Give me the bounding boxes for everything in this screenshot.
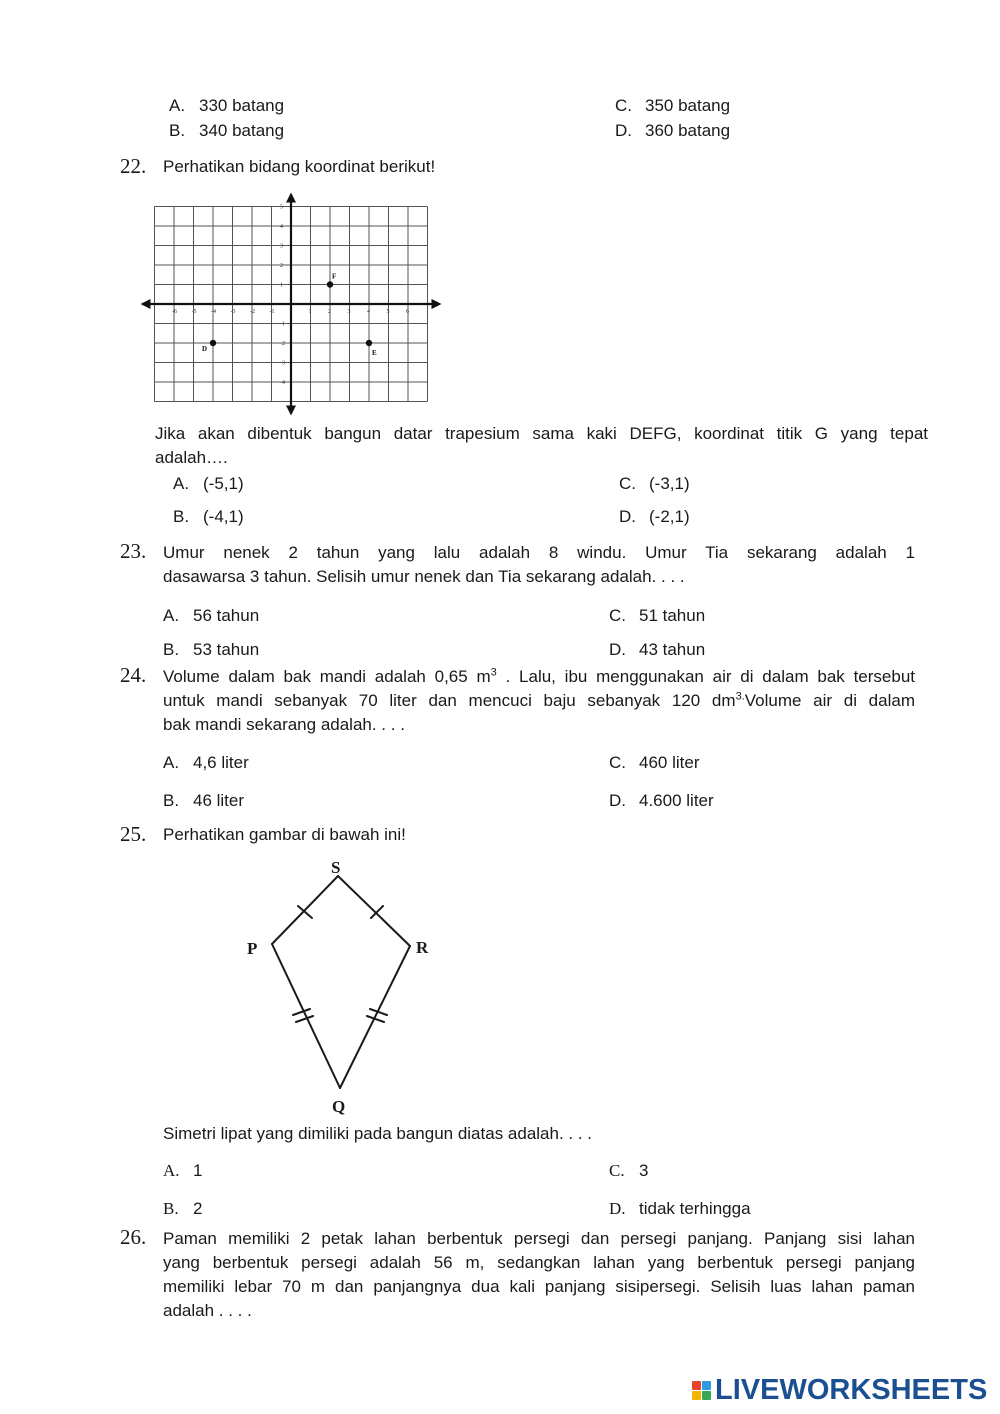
option-c[interactable]: C. 460 liter (609, 753, 700, 772)
x-tick-label: 6 (406, 309, 409, 315)
option-c[interactable]: C. 3 (609, 1161, 649, 1180)
x-tick-label: 5 (386, 309, 390, 315)
option-b[interactable]: B. 340 batang (169, 121, 285, 140)
x-tick-label: -2 (250, 309, 255, 315)
question-number: 23. (120, 539, 147, 563)
point-d (210, 340, 216, 346)
vertex-label-p: P (247, 939, 258, 958)
question-line: memiliki lebar 70 m dan panjangnya dua kali panjang sisipersegi. Selisih luas lahan paman (163, 1277, 915, 1296)
option-b[interactable]: B. (-4,1) (173, 507, 244, 526)
tick-mark (296, 1016, 313, 1022)
logo-square (702, 1391, 711, 1400)
x-tick-label: 4 (367, 309, 370, 315)
question-line: bak mandi sekarang adalah. . . . (163, 715, 405, 734)
x-tick-label: -1 (269, 309, 275, 315)
liveworksheets-brand[interactable] (692, 1374, 987, 1407)
x-tick-label: 3 (347, 309, 351, 315)
point-label: D (202, 345, 208, 353)
point-label: E (372, 349, 377, 357)
point-f (327, 281, 333, 287)
question-number: 24. (120, 663, 147, 687)
question-line: Volume dalam bak mandi adalah 0,65 $m^3$ . Lalu, ibu menggunakan air di dalam bak tersebut (163, 666, 915, 686)
question-line: Paman memiliki 2 petak lahan berbentuk persegi dan persegi panjang. Panjang sisi lahan (163, 1229, 915, 1248)
question-line: Umur nenek 2 tahun yang lalu adalah 8 windu. Umur Tia sekarang adalah 1 (163, 543, 915, 562)
side-sr (338, 876, 410, 946)
option-a[interactable]: A. 1 (163, 1161, 203, 1180)
logo-square (692, 1391, 701, 1400)
option-d[interactable]: D. tidak terhingga (609, 1199, 751, 1218)
y-tick-label: 2 (280, 263, 283, 269)
option-d[interactable]: D. 43 tahun (609, 640, 706, 659)
question-text (163, 1227, 915, 1323)
y-tick-label: -3 (280, 360, 285, 367)
question-line: yang berbentuk persegi adalah 56 m, sedangkan lahan yang berbentuk persegi panjang (163, 1253, 915, 1272)
side-pq (272, 944, 340, 1088)
tick-mark (371, 906, 383, 918)
question-line: untuk mandi sebanyak 70 liter dan mencuci baju sebanyak 120 $dm^{3.}Volume$ air di dalam (163, 690, 915, 710)
question-line: dasawarsa 3 tahun. Selisih umur nenek dan Tia sekarang adalah. . . . (163, 567, 685, 586)
x-tick-label: -5 (191, 309, 197, 315)
vertex-label-s: S (331, 858, 341, 877)
question-number: 22. (120, 154, 147, 178)
axis-arrow (432, 299, 442, 309)
y-tick-label: -1 (280, 321, 285, 328)
brand-name: LIVEWORKSHEETS (715, 1374, 988, 1406)
question-prompt: Perhatikan bidang koordinat berikut! (163, 157, 436, 176)
question-text (163, 665, 915, 737)
question-line: adalah . . . . (163, 1301, 252, 1320)
question-text: Simetri lipat yang dimiliki pada bangun diatas adalah. . . . (163, 1124, 593, 1143)
side-sp (272, 876, 338, 944)
axis-arrow (286, 193, 296, 203)
option-c[interactable]: C. (-3,1) (619, 474, 690, 493)
option-b[interactable]: B. 46 liter (163, 791, 245, 810)
point-label: F (332, 272, 337, 281)
coordinate-plane (140, 188, 450, 423)
side-rq (340, 946, 410, 1088)
x-tick-label: -3 (230, 309, 236, 315)
kite-figure (230, 850, 450, 1120)
option-d[interactable]: D. 4.600 liter (609, 791, 714, 810)
question-prompt: Perhatikan gambar di bawah ini! (163, 825, 406, 844)
y-tick-label: 5 (280, 204, 283, 211)
option-c[interactable]: C. 350 batang (615, 96, 731, 115)
option-a[interactable]: A. 4,6 liter (163, 753, 249, 772)
point-e (366, 340, 372, 346)
axis-arrow (286, 406, 296, 416)
y-tick-label: -2 (280, 341, 285, 347)
option-b[interactable]: B. 2 (163, 1199, 203, 1218)
y-tick-label: 1 (280, 282, 283, 289)
liveworksheets-logo-icon (692, 1381, 711, 1400)
question-line: Jika akan dibentuk bangun datar trapesium sama kaki DEFG, koordinat titik G yang tepat (155, 424, 928, 443)
question-text (163, 541, 915, 589)
question-text (155, 422, 928, 470)
question-number: 26. (120, 1225, 147, 1249)
option-d[interactable]: D. 360 batang (615, 121, 731, 140)
question-number: 25. (120, 822, 147, 846)
option-a[interactable]: A. (-5,1) (173, 474, 244, 493)
x-tick-label: -4 (211, 309, 216, 315)
vertex-label-q: Q (332, 1097, 346, 1116)
x-tick-label: -6 (172, 309, 177, 315)
axis-arrow (141, 299, 151, 309)
x-tick-label: 2 (328, 309, 331, 315)
tick-mark (293, 1009, 310, 1015)
logo-square (702, 1381, 711, 1390)
y-tick-label: 3 (280, 243, 283, 250)
option-c[interactable]: C. 51 tahun (609, 606, 706, 625)
y-tick-label: 4 (280, 224, 283, 230)
option-d[interactable]: D. (-2,1) (619, 507, 690, 526)
x-tick-label: 1 (308, 309, 312, 315)
question-line: adalah…. (155, 448, 228, 467)
vertex-label-r: R (416, 938, 429, 957)
option-b[interactable]: B. 53 tahun (163, 640, 260, 659)
option-a[interactable]: A. 330 batang (169, 96, 285, 115)
logo-square (692, 1381, 701, 1390)
option-a[interactable]: A. 56 tahun (163, 606, 260, 625)
y-tick-label: -4 (280, 380, 285, 386)
